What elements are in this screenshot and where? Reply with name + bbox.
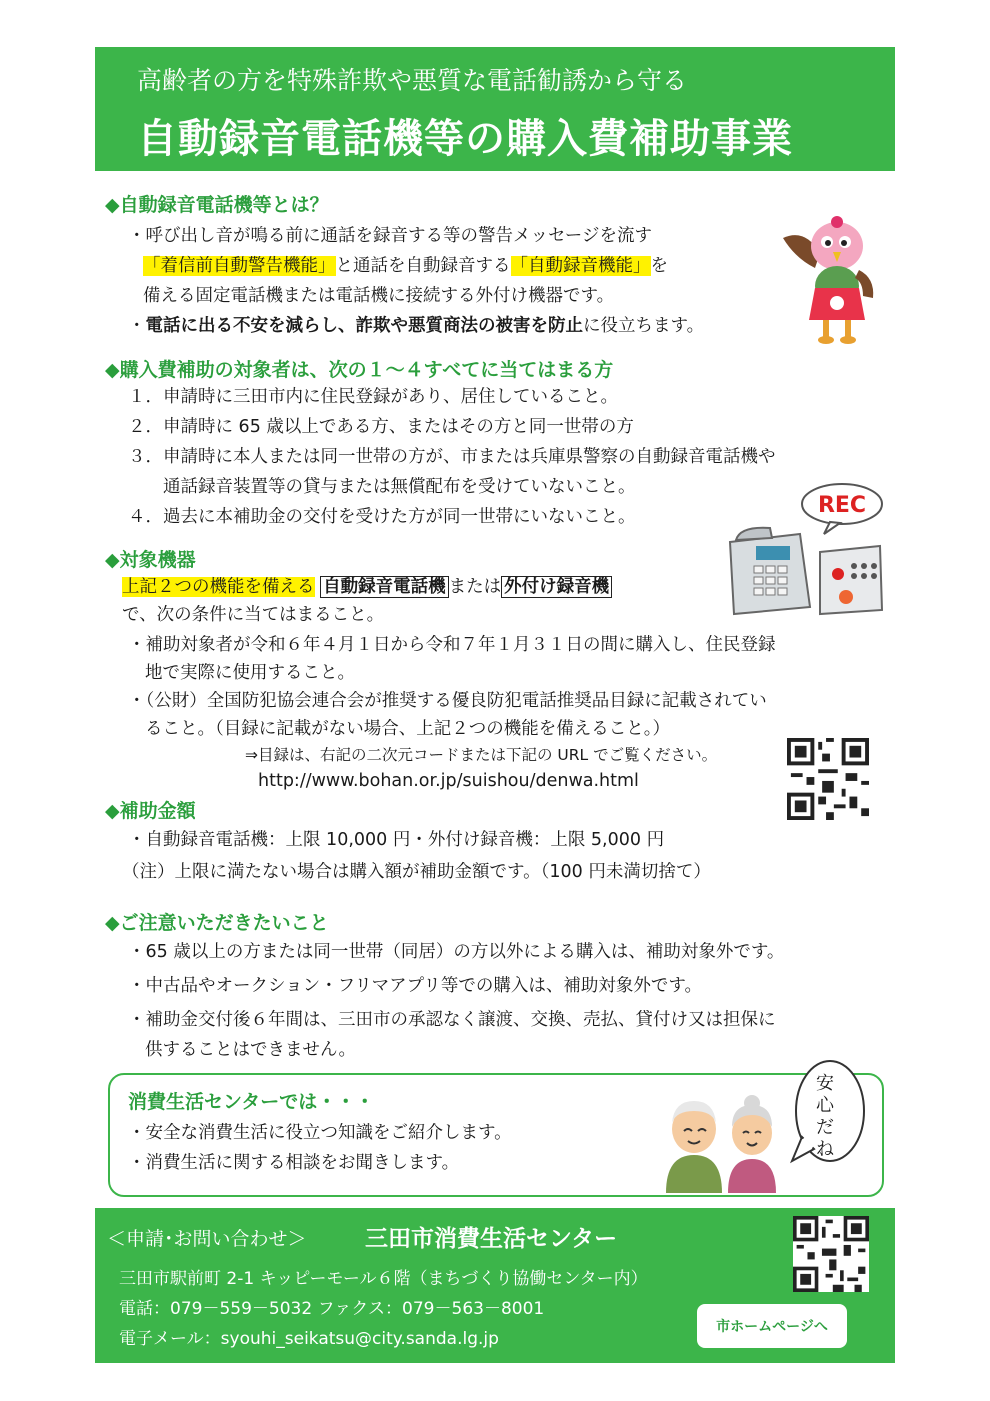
- speech-bubble-text: 安心だね: [816, 1073, 834, 1160]
- rec-label: REC: [817, 493, 867, 518]
- qr-code-homepage[interactable]: [793, 1216, 869, 1292]
- list-item: ４．過去に本補助金の交付を受けた方が同一世帯にいないこと。: [128, 507, 636, 527]
- text-line: ・消費生活に関する相談をお聞きします。: [128, 1153, 460, 1173]
- list-item: １．申請時に三田市内に住民登録があり、居住していること。: [128, 387, 618, 407]
- text-line: [128, 316, 704, 337]
- email-address[interactable]: 電子メール：syouhi_seikatsu@city.sanda.lg.jp: [119, 1329, 499, 1349]
- highlight-text: 「自動録音機能」: [510, 256, 651, 276]
- organization-name: 三田市消費生活センター: [365, 1226, 618, 1252]
- text-line: 地で実際に使用すること。: [145, 663, 355, 683]
- header-subtitle: 高齢者の方を特殊詐欺や悪質な電話勧誘から守る: [137, 66, 688, 95]
- text-line: ・中古品やオークション・フリマアプリ等での購入は、補助対象外です。: [128, 976, 702, 996]
- list-item: 通話録音装置等の貸与または無償配布を受けていないこと。: [163, 477, 636, 497]
- text-span: に役立ちます。: [583, 316, 705, 336]
- text-line: [122, 577, 612, 598]
- boxed-text: 自動録音電話機: [320, 576, 449, 598]
- contact-label: ＜申請･お問い合わせ＞: [107, 1228, 307, 1250]
- city-homepage-button[interactable]: 市ホームページへ: [697, 1304, 847, 1348]
- text-line: で、次の条件に当てはまること。: [122, 605, 385, 625]
- bold-text: 電話に出る不安を減らし、詐欺や悪質商法の被害を防止: [145, 316, 583, 336]
- section-heading-amount: ◆補助金額: [105, 800, 196, 822]
- header-banner: [95, 47, 895, 171]
- highlight-text: 上記２つの機能を備える: [122, 577, 315, 597]
- list-item: ２．申請時に 65 歳以上である方、またはその方と同一世帯の方: [128, 417, 634, 437]
- section-heading-devices: ◆対象機器: [105, 549, 196, 571]
- text-line: ・補助対象者が令和６年４月１日から令和７年１月３１日の間に購入し、住民登録: [128, 635, 776, 655]
- phone-fax: 電話：079－559－5032 ファクス：079－563－8001: [119, 1299, 545, 1319]
- text-line: ・自動録音電話機：上限 10,000 円・外付け録音機：上限 5,000 円: [128, 830, 665, 850]
- elderly-couple-illustration: [652, 1089, 792, 1193]
- section-heading-notes: ◆ご注意いただきたいこと: [105, 912, 329, 934]
- text-line: 供することはできません。: [145, 1040, 357, 1060]
- text-span: を: [650, 256, 668, 276]
- text-line: ・補助金交付後６年間は、三田市の承認なく譲渡、交換、売払、貸付け又は担保に: [128, 1010, 776, 1030]
- boxed-text: 外付け録音機: [501, 576, 612, 598]
- section-heading-eligibility: ◆購入費補助の対象者は、次の１～４すべてに当てはまる方: [105, 359, 614, 381]
- consumer-center-info-box: [108, 1073, 884, 1197]
- qr-code-catalog[interactable]: [787, 738, 869, 820]
- text-line: ⇒目録は、右記の二次元コードまたは下記の URL でご覧ください。: [245, 746, 718, 764]
- text-line: ること。（目録に記載がない場合、上記２つの機能を備えること。）: [145, 719, 670, 739]
- recording-phone-illustration: [720, 482, 890, 622]
- highlight-text: 「着信前自動警告機能」: [143, 256, 336, 276]
- page-title: 自動録音電話機等の購入費補助事業: [137, 116, 793, 162]
- text-line: ・（公財）全国防犯協会連合会が推奨する優良防犯電話推奨品目録に記載されてい: [128, 691, 767, 711]
- text-line: （注）上限に満たない場合は購入額が補助金額です。（100 円未満切捨て）: [122, 862, 711, 882]
- text-line: ・安全な消費生活に役立つ知識をご紹介します。: [128, 1123, 512, 1143]
- mascot-illustration: [775, 208, 885, 348]
- address: 三田市駅前町 2-1 キッピーモール６階（まちづくり協働センター内）: [119, 1269, 648, 1289]
- text-line: ・65 歳以上の方または同一世帯（同居）の方以外による購入は、補助対象外です。: [128, 942, 785, 962]
- section-heading-what: ◆自動録音電話機等とは？: [105, 194, 329, 216]
- info-box-title: 消費生活センターでは・・・: [128, 1091, 375, 1113]
- text-span: または: [448, 577, 502, 597]
- text-line: 備える固定電話機または電話機に接続する外付け機器です。: [143, 286, 615, 306]
- contact-footer: [95, 1208, 895, 1363]
- catalog-url-link[interactable]: http://www.bohan.or.jp/suishou/denwa.html: [258, 771, 639, 791]
- text-span: と通話を自動録音する: [335, 256, 511, 276]
- text-line: [143, 256, 668, 277]
- text-span: ・: [128, 316, 146, 336]
- list-item: ３．申請時に本人または同一世帯の方が、市または兵庫県警察の自動録音電話機や: [128, 447, 776, 467]
- text-line: ・呼び出し音が鳴る前に通話を録音する等の警告メッセージを流す: [128, 226, 652, 246]
